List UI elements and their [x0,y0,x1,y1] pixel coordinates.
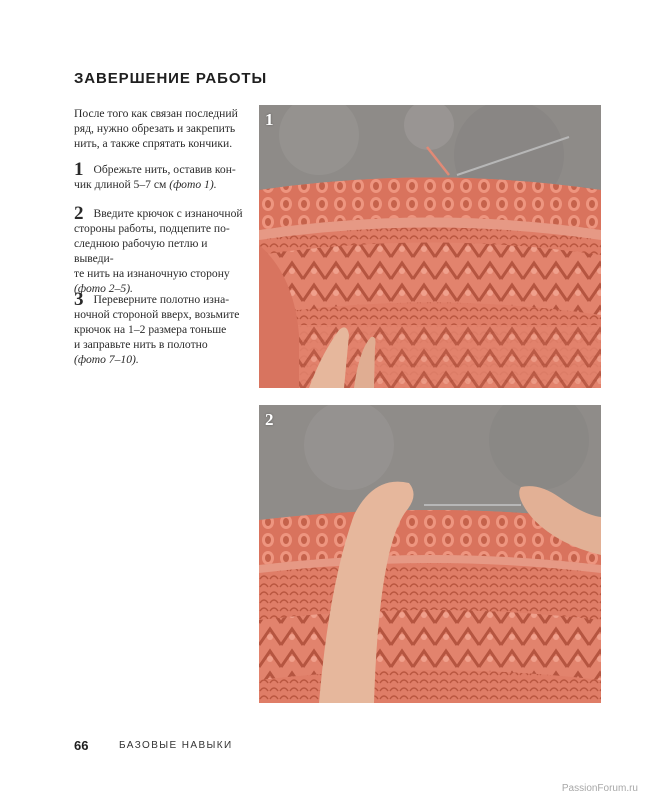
intro-line: нить, а также спрятать кончики. [74,137,233,150]
intro-line: После того как связан последний [74,107,238,120]
step-line: ночной стороной вверх, возьмите [74,308,240,321]
step-line: 3 Переверните полотно изна- [74,289,230,310]
watermark: PassionForum.ru [561,783,638,794]
step-line: (фото 7–10). [74,353,139,366]
step-3 [74,289,246,367]
step-line: 2 Введите крючок с изнаночной [74,203,243,224]
step-1 [74,159,246,192]
page-number: 66 [74,738,89,753]
intro-paragraph [74,106,244,151]
step-line: 1 Обрежьте нить, оставив кон- [74,159,236,180]
step-line: крючок на 1–2 размера тоньше [74,323,227,336]
page-title: ЗАВЕРШЕНИЕ РАБОТЫ [74,70,268,87]
step-line: стороны работы, подцепите по- [74,222,230,235]
step-line: те нить на изнаночную сторону [74,267,230,280]
photo-1 [259,105,601,388]
photo-1-label: 1 [265,110,274,129]
photo-2 [259,405,601,703]
photo-2-label: 2 [265,410,274,429]
step-line: и заправьте нить в полотно [74,338,208,351]
step-2 [74,203,246,296]
step-number: 2 [74,203,84,224]
step-line: чик длиной 5–7 см (фото 1). [74,178,217,191]
step-number: 3 [74,289,84,310]
section-title: БАЗОВЫЕ НАВЫКИ [119,740,233,751]
photo-2-image [259,405,601,703]
intro-line: ряд, нужно обрезать и закрепить [74,122,236,135]
step-number: 1 [74,159,84,180]
step-line: следнюю рабочую петлю и выведи- [74,237,208,265]
photo-1-image [259,105,601,388]
step-line: (фото 2–5). [74,282,133,295]
